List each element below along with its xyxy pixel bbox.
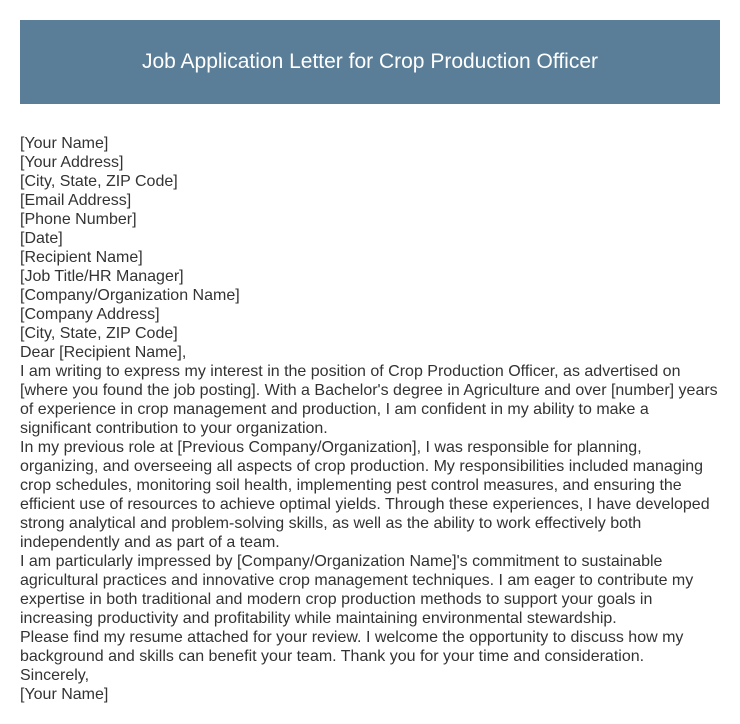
recipient-address: [Company Address] xyxy=(20,306,160,323)
sender-name: [Your Name] xyxy=(20,135,109,152)
sender-phone: [Phone Number] xyxy=(20,211,137,228)
paragraph-intro: I am writing to express my interest in the position of Crop Production Officer, as advertised on [where you found the job posting]. With a Bachelor's degree in Agriculture and over [number] years of experience in crop management and production, I am confident in my ability to make a significant contribution to your organization. xyxy=(20,363,718,437)
paragraph-interest: I am particularly impressed by [Company/Organization Name]'s commitment to sustainable agricultural practices and innovative crop management techniques. I am eager to contribute my expertise in both traditional and modern crop production methods to support your goals in increasing productivity and profitability while maintaining environmental stewardship. xyxy=(20,553,694,627)
paragraph-closing: Please find my resume attached for your review. I welcome the opportunity to discuss how my background and skills can benefit your team. Thank you for your time and consideration. xyxy=(20,629,684,665)
closing: Sincerely, xyxy=(20,667,90,684)
salutation: Dear [Recipient Name], xyxy=(20,344,187,361)
sender-address: [Your Address] xyxy=(20,154,124,171)
recipient-job-title: [Job Title/HR Manager] xyxy=(20,268,184,285)
sender-email: [Email Address] xyxy=(20,192,132,209)
paragraph-experience: In my previous role at [Previous Company/Organization], I was responsible for planning, organizing, and overseeing all aspects of crop production. My responsibilities included managing crop schedules, monitoring soil health, implementing pest control measures, and ensuring the efficient use of resources to achieve optimal yields. Through these experiences, I have developed strong analytical and problem-solving skills, as well as the ability to work effectively both independently and as part of a team. xyxy=(20,439,710,551)
recipient-city-state-zip: [City, State, ZIP Code] xyxy=(20,325,178,342)
recipient-name: [Recipient Name] xyxy=(20,249,143,266)
signature: [Your Name] xyxy=(20,686,109,703)
letter-body xyxy=(20,134,724,704)
sender-city-state-zip: [City, State, ZIP Code] xyxy=(20,173,178,190)
page-title: Job Application Letter for Crop Production Officer xyxy=(141,50,599,73)
letter-date: [Date] xyxy=(20,230,63,247)
title-banner xyxy=(20,20,720,104)
recipient-company: [Company/Organization Name] xyxy=(20,287,240,304)
